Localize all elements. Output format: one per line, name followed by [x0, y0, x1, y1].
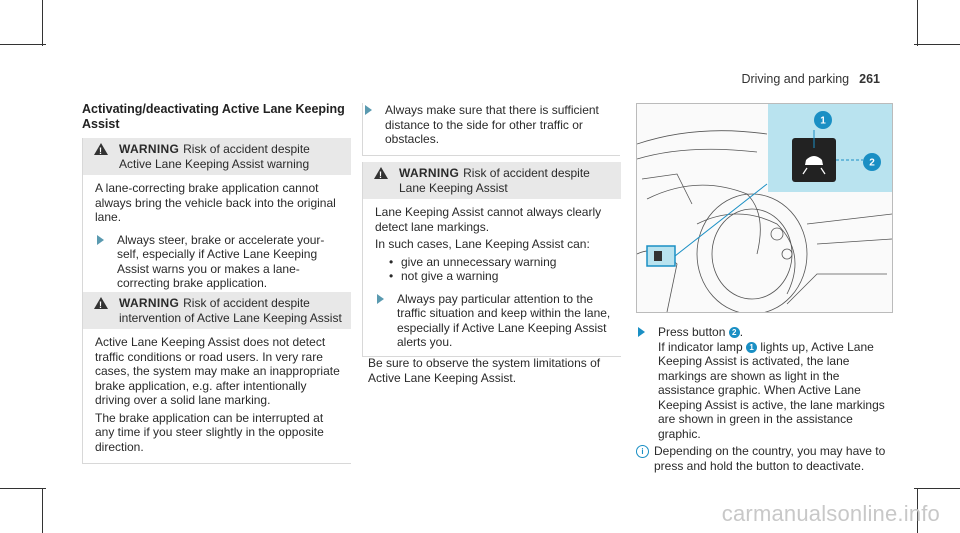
info-note — [636, 444, 891, 473]
warning-box — [362, 162, 621, 357]
step-arrow-icon — [638, 327, 645, 337]
step-text: Always steer, brake or accelerate your-self, especially if Active Lane Keeping Assist warns you or makes a lane-correcting brake application. — [117, 232, 325, 290]
warning-header — [83, 292, 351, 329]
instruction-step — [375, 292, 613, 350]
info-icon: i — [636, 445, 649, 458]
section-title: Driving and parking — [741, 72, 850, 86]
page-title: Activating/deactivating Active Lane Keeping Assist — [82, 102, 345, 131]
crop-mark — [42, 488, 43, 533]
crop-mark — [914, 488, 960, 489]
page-header — [741, 72, 880, 86]
list-item: • give an unnecessary warning — [389, 255, 613, 270]
warning-icon — [94, 143, 108, 155]
instruction-step — [636, 325, 891, 441]
step-text: Always make sure that there is sufficient distance to the side for other traffic or obstacles. — [385, 103, 599, 146]
warning-box — [82, 138, 351, 298]
step-arrow-icon — [365, 105, 372, 115]
callout-badge-2: 2 — [729, 327, 740, 338]
closing-paragraph: Be sure to observe the system limitations of Active Lane Keeping Assist. — [368, 356, 601, 385]
bullet-list — [375, 255, 613, 284]
instruction-step — [363, 103, 614, 147]
warning-title: Risk of accident despite intervention of Active Lane Keeping Assist — [119, 296, 342, 325]
step-text: lights up, Active Lane Keeping Assist is activated, the lane markings are shown as light in the assistance graphic. When Active Lane Keeping Assist is active, the lane markings are shown in green in the assistance graphic. — [658, 339, 885, 441]
step-arrow-icon — [97, 235, 104, 245]
callout-2: 2 — [869, 157, 875, 169]
warning-text: In such cases, Lane Keeping Assist can: — [375, 237, 590, 251]
cockpit-drawing — [637, 104, 892, 312]
step-text: Always pay particular attention to the traffic situation and keep within the lane, especially if Active Lane Keeping Assist alerts you. — [397, 291, 611, 349]
dashboard-illustration — [636, 103, 893, 313]
middle-column — [362, 103, 620, 156]
list-item: • not give a warning — [389, 269, 613, 284]
warning-label: WARNING — [119, 142, 180, 156]
crop-mark — [914, 44, 960, 45]
warning-box — [82, 292, 351, 464]
crop-mark — [0, 488, 46, 489]
warning-text: Active Lane Keeping Assist does not detect traffic conditions or road users. In very rare cases, the system may make an inappropriate brake application, e.g. after intentionally driving over a solid lane marking. — [95, 335, 340, 407]
warning-text: Lane Keeping Assist cannot always clearly detect lane markings. — [375, 205, 602, 234]
warning-title: Risk of accident despite Active Lane Keeping Assist warning — [119, 142, 310, 171]
warning-header — [363, 162, 621, 199]
callout-badge-1: 1 — [746, 342, 757, 353]
warning-icon — [374, 167, 388, 179]
note-text: Depending on the country, you may have to press and hold the button to deactivate. — [654, 444, 886, 473]
step-text: Press button — [658, 325, 726, 339]
warning-icon — [94, 297, 108, 309]
step-text: . — [739, 325, 744, 339]
step-text: If indicator lamp — [658, 339, 743, 354]
crop-mark — [0, 44, 46, 45]
step-arrow-icon — [377, 294, 384, 304]
warning-header — [83, 138, 351, 175]
watermark: carmanualsonline.info — [721, 501, 940, 526]
page-number: 261 — [859, 72, 880, 86]
warning-text: The brake application can be interrupted at any time if you steer slightly in the opposite direction. — [95, 410, 324, 454]
right-column — [636, 325, 891, 473]
crop-mark — [42, 0, 43, 46]
warning-label: WARNING — [399, 166, 460, 180]
callout-1: 1 — [820, 115, 826, 127]
crop-mark — [917, 0, 918, 46]
warning-text: A lane-correcting brake application cannot always bring the vehicle back into the original lane. — [95, 181, 336, 224]
warning-title: Risk of accident despite Lane Keeping Assist — [399, 166, 590, 195]
warning-label: WARNING — [119, 296, 180, 310]
instruction-step — [95, 233, 343, 291]
